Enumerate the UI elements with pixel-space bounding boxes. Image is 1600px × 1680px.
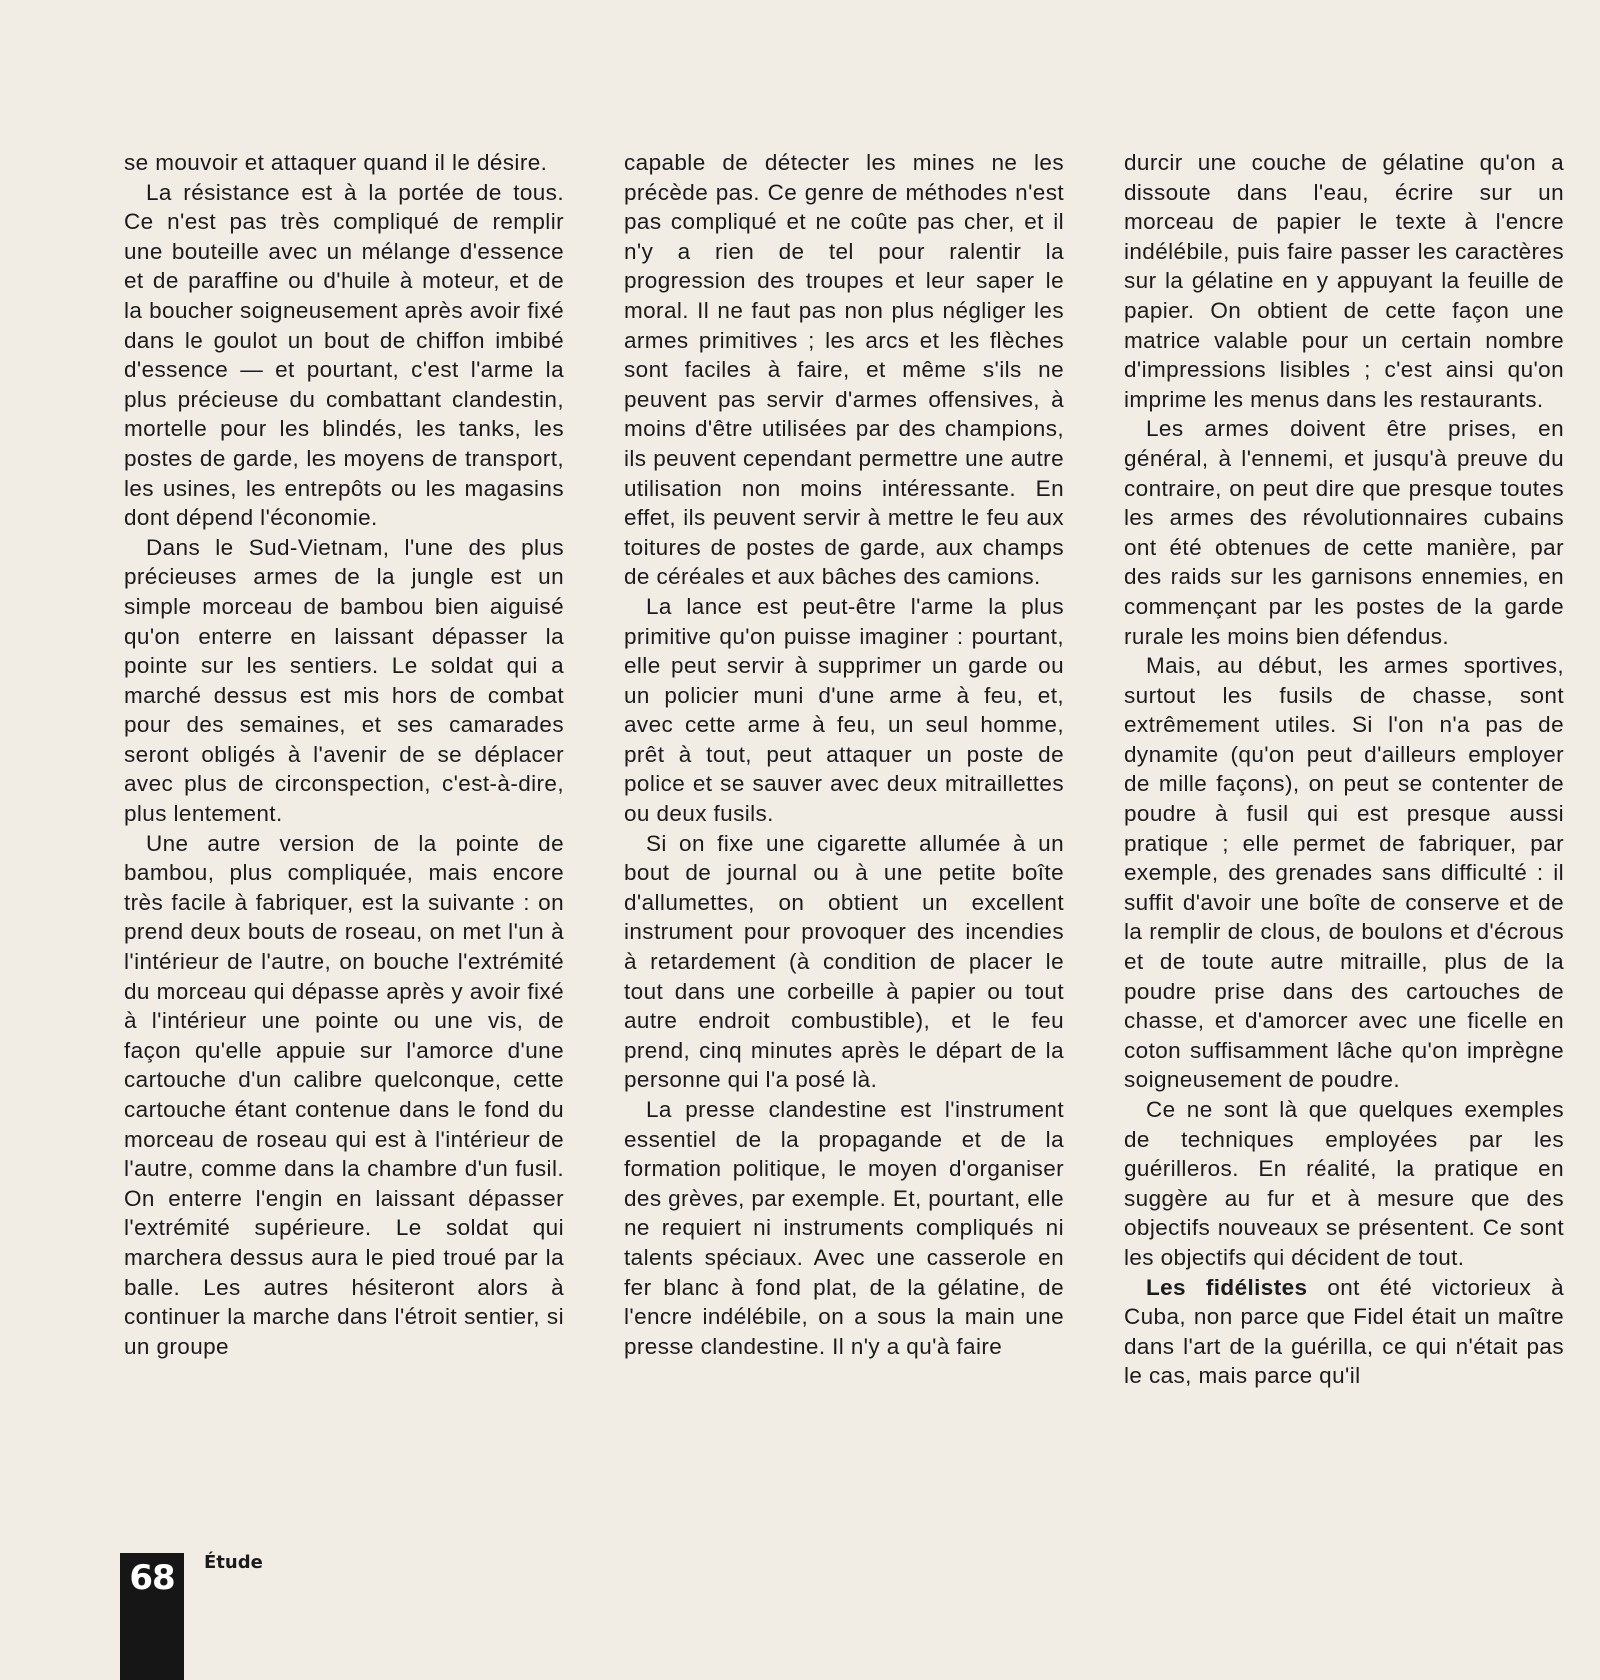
section-label: Étude [204, 1552, 263, 1573]
text-column-3 [1124, 148, 1564, 1391]
paragraph: Une autre version de la pointe de bambou, plus compliquée, mais encore très facile à fabriquer, est la suivante : on prend deux bouts de roseau, on met l'un à l'intérieur de l'autre, on bouche l'extrémité du morceau qui dépasse après y avoir fixé à l'intérieur une pointe ou une vis, de façon qu'elle appuie sur l'amorce d'une cartouche d'un calibre quelconque, cette cartouche étant contenue dans le fond du morceau de roseau qui est à l'intérieur de l'autre, comme dans la chambre d'un fusil. On enterre l'engin en laissant dépasser l'extrémité supérieure. Le soldat qui marchera dessus aura le pied troué par la balle. Les autres hésiteront alors à continuer la marche dans l'étroit sentier, si un groupe [124, 830, 564, 1359]
paragraph-last [1124, 1273, 1564, 1391]
paragraph: capable de détecter les mines ne les précède pas. Ce genre de méthodes n'est pas compliqué et ne coûte pas cher, et il n'y a rien de tel pour ralentir la progression des troupes et leur saper le moral. Il ne faut pas non plus négliger les armes primitives ; les arcs et les flèches sont faciles à faire, et même s'ils ne peuvent pas servir d'armes offensives, à moins d'être utilisées par des champions, ils peuvent cependant permettre une autre utilisation non moins intéressante. En effet, ils peuvent servir à mettre le feu aux toitures de postes de garde, aux champs de céréales et aux bâches des camions. [624, 150, 1064, 590]
paragraph: La presse clandestine est l'instrument essentiel de la propagande et de la formation politique, le moyen d'organiser des grèves, par exemple. Et, pourtant, elle ne requiert ni instruments compliqués ni talents spéciaux. Avec une casserole en fer blanc à fond plat, de la gélatine, de l'encre indélébile, on a sous la main une presse clandestine. Il n'y a qu'à faire [624, 1097, 1064, 1359]
paragraph: Dans le Sud-Vietnam, l'une des plus précieuses armes de la jungle est un simple morceau de bambou bien aiguisé qu'on enterre en laissant dépasser la pointe sur les sentiers. Le soldat qui a marché dessus est mis hors de combat pour des semaines, et ses camarades seront obligés à l'avenir de se déplacer avec plus de circonspection, c'est-à-dire, plus lentement. [124, 534, 564, 827]
paragraph: La résistance est à la portée de tous. Ce n'est pas très compliqué de remplir une bouteille avec un mélange d'essence et de paraffine ou d'huile à moteur, et de la boucher soigneusement après avoir fixé dans le goulot un bout de chiffon imbibé d'essence — et pourtant, c'est l'arme la plus précieuse du combattant clandestin, mortelle pour les blindés, les tanks, les postes de garde, les moyens de transport, les usines, les entrepôts ou les magasins dont dépend l'économie. [124, 179, 564, 531]
paragraph: Les armes doivent être prises, en général, à l'ennemi, et jusqu'à preuve du contraire, on peut dire que presque toutes les armes des révolutionnaires cubains ont été obtenues de cette manière, par des raids sur les garnisons ennemies, en commençant par les postes de la garde rurale les moins bien défendus. [1124, 416, 1564, 649]
paragraph: Ce ne sont là que quelques exemples de techniques employées par les guérilleros. En réalité, la pratique en suggère au fur et à mesure que des objectifs nouveaux se présentent. Ce sont les objectifs qui décident de tout. [1124, 1097, 1564, 1270]
text-column-1 [124, 148, 564, 1361]
text-column-2 [624, 148, 1064, 1361]
paragraph: Mais, au début, les armes sportives, surtout les fusils de chasse, sont extrêmement utiles. Si l'on n'a pas de dynamite (qu'on peut d'ailleurs employer de mille façons), on peut se contenter de poudre à fusil qui est presque aussi pratique ; elle permet de fabriquer, par exemple, des grenades sans difficulté : il suffit d'avoir une boîte de conserve et de la remplir de clous, de boulons et d'écrous et de toute autre mitraille, plus de la poudre prise dans des cartouches de chasse, et d'amorcer avec une ficelle en coton suffisamment lâche qu'on imprègne soigneusement de poudre. [1124, 653, 1564, 1093]
paragraph-text: ont été victorieux à Cuba, non parce que Fidel était un maître dans l'art de la guérilla, ce qui n'était pas le cas, mais parce qu'il [1124, 1274, 1564, 1389]
paragraph: durcir une couche de gélatine qu'on a dissoute dans l'eau, écrire sur un morceau de papier le texte à l'encre indélébile, puis faire passer les caractères sur la gélatine en y appuyant la feuille de papier. On obtient de cette façon une matrice valable pour un certain nombre d'impressions lisibles ; c'est ainsi qu'on imprime les menus dans les restaurants. [1124, 150, 1564, 412]
page-number: 68 [129, 1558, 175, 1598]
paragraph: La lance est peut-être l'arme la plus primitive qu'on puisse imaginer : pourtant, elle peut servir à supprimer un garde ou un policier muni d'une arme à feu, et, avec cette arme à feu, un seul homme, prêt à tout, peut attaquer un poste de police et se sauver avec deux mitraillettes ou deux fusils. [624, 593, 1064, 827]
paragraph: Si on fixe une cigarette allumée à un bout de journal ou à une petite boîte d'allumettes, on obtient un excellent instrument pour provoquer des incendies à retardement (à condition de placer le tout dans une corbeille à papier ou tout autre endroit combustible), et le feu prend, cinq minutes après le départ de la personne qui l'a posé là. [624, 830, 1064, 1093]
paragraph: se mouvoir et attaquer quand il le désire. [124, 150, 548, 175]
bold-lead: Les fidélistes [1146, 1274, 1308, 1300]
